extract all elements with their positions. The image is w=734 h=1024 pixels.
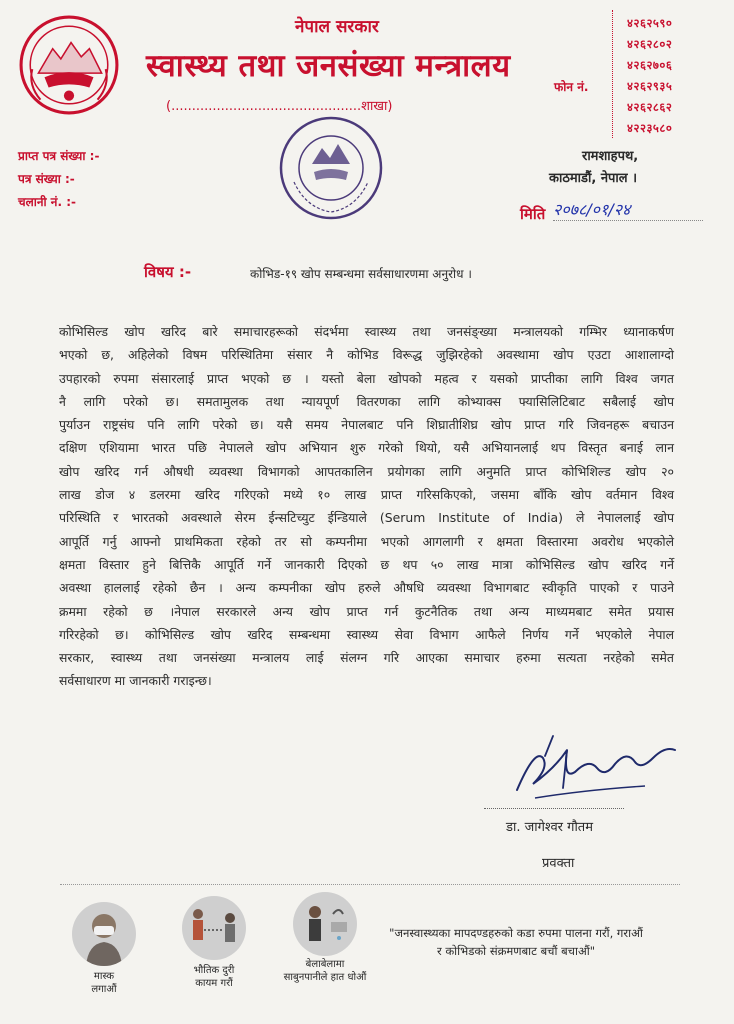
date-value: २०७८/०१/२४ xyxy=(553,198,703,221)
letter-number-label: पत्र संख्या :- xyxy=(18,172,75,186)
date-label: मिति xyxy=(520,205,546,223)
body-line: लाख डोज ४ डलरमा खरिद गरिएको मध्ये १० लाख प्राप्त गरिसकिएको, जसमा बाँकि खोप वर्तमान विश्व xyxy=(59,487,674,503)
footer-divider xyxy=(60,884,680,885)
body-line: भएको छ, अहिलेको विषम परिस्थितिमा संसार नै कोभिड विरूद्ध जुझिरहेको अवस्थामा खोप एउटा आशालाग्दो xyxy=(59,347,674,363)
body-line: पुर्याउन राष्ट्रसंघ पनि लागि परेको छ। यसै समय नेपालबाट पनि शिघ्रातीशिघ्र खोप प्राप्त गरि जिवनहरू बचाउन xyxy=(59,417,674,433)
body-line: परिस्थिति र भारतको अवस्थाले सेरम ईन्सटिच्युट ईन्डियाले (Serum Institute of India) ले नेपाललाई खोप xyxy=(59,510,674,526)
phone-number: ४२६२७०६ xyxy=(627,58,673,72)
signatory-role: प्रवक्ता xyxy=(542,856,575,871)
hand-wash-icon xyxy=(293,892,357,956)
branch-line: (..............................................शाखा) xyxy=(166,99,393,114)
phone-number: ४२६२८०२ xyxy=(627,37,673,51)
phone-number: ४२६२८६२ xyxy=(627,100,673,114)
body-line: सर्वसाधारण मा जानकारी गराइन्छ। xyxy=(59,673,212,689)
body-line: दक्षिण एशियामा भारत पछि नेपालले खोप अभियान शुरु गरेको थियो, यसै अभियानलाई थप विस्तृत बनाई लान xyxy=(59,440,674,456)
subject-text: कोभिड-१९ खोप सम्बन्धमा सर्वसाधारणमा अनुरोध । xyxy=(250,267,472,281)
slogan-line-2: र कोभिडको संक्रमणबाट बचौं बचाऔं" xyxy=(436,944,596,958)
body-line: आपूर्ति गर्नु आफ्नो प्राथमिकता रहेको तर सो कम्पनीमा भएको आगलागी र क्षमता विस्तारमा अवरोध भएकोले xyxy=(59,533,674,549)
body-line: कोभिसिल्ड खोप खरिद बारे समाचारहरूको संदर्भमा स्वास्थ्य तथा जनसंङ्ख्या मन्त्रालयको गम्भिर ध्यानाकर्षण xyxy=(59,324,674,339)
phone-number: ४२२३५८० xyxy=(627,121,673,135)
mask-icon xyxy=(72,902,136,966)
body-line: अवस्था हाललाई रहेको छैन । अन्य कम्पनीका खोप हरुले औषधि व्यवस्था विभागबाट स्वीकृति पाएको र पाउने xyxy=(59,580,674,596)
ministry-title: स्वास्थ्य तथा जनसंख्या मन्त्रालय xyxy=(146,48,511,84)
handwritten-signature xyxy=(505,728,685,808)
mask-caption-line-1: मास्क xyxy=(93,971,115,982)
dispatch-number-label: चलानी नं. :- xyxy=(18,195,76,209)
hand-wash-caption xyxy=(270,958,380,984)
body-line: सरकार, स्वास्थ्य तथा जनसंख्या मन्त्रालय लाई संलग्न गरि आएका समाचार हरुमा सत्यता नरहेको समेत xyxy=(59,650,674,666)
body-line: उपहारको रुपमा संसारलाई प्राप्त भएको छ । यस्तो बेला खोपको महत्व र यसको प्राप्तीका लागि विश्व जगत xyxy=(59,370,674,386)
phone-number: ४२६२५९० xyxy=(627,16,673,30)
nepal-government-emblem-logo xyxy=(18,14,120,116)
government-title: नेपाल सरकार xyxy=(295,17,379,37)
phone-list xyxy=(612,10,717,138)
received-letter-number-label: प्राप्त पत्र संख्या :- xyxy=(18,149,100,163)
slogan-line-1: "जनस्वास्थ्यका मापदण्डहरुको कडा रुपमा पालना गरौं, गराऔं xyxy=(389,926,643,940)
body-line: खोप खरिद गर्न औषधी व्यवस्था विभागको आपतकालिन प्रयोगका लागि अनुमति प्राप्त कोभिशिल्ड खोप २० xyxy=(59,463,674,479)
public-health-slogan xyxy=(356,924,676,960)
body-line: गरिरहेको छ। कोभिसिल्ड खोप खरिद सम्बन्धमा स्वास्थ्य सेवा विभाग आफैले निर्णय गर्ने भएकोले नेपाल xyxy=(59,626,674,642)
signature-line xyxy=(484,808,624,809)
subject-label: विषय :- xyxy=(144,263,192,281)
address-line-2: काठमाडौं, नेपाल । xyxy=(549,171,638,186)
body-line: क्रममा रहेको छ ।नेपाल सरकारले अन्य खोप प्राप्त गर्न कुटनैतिक तथा अन्य माध्यमबाट समेत प्रयास xyxy=(59,603,674,619)
signatory-name: डा. जागेश्वर गौतम xyxy=(506,820,593,835)
distance-caption-line-2: कायम गरौं xyxy=(195,978,233,989)
letter-body xyxy=(59,320,674,693)
hand-wash-caption-line-2: साबुनपानीले हात धोऔं xyxy=(283,972,367,983)
hand-wash-caption-line-1: बेलाबेलामा xyxy=(305,959,345,970)
ministry-seal-stamp xyxy=(276,112,386,224)
phone-number: ४२६२९३५ xyxy=(627,79,673,93)
body-line: नै लागि परेको छ। समतामुलक तथा न्यायपूर्ण वितरणका लागि कोभ्याक्स फ्यासिलिटिबाट सबैलाई खोप xyxy=(59,393,674,409)
phone-label: फोन नं. xyxy=(554,80,589,94)
distance-caption-line-1: भौतिक दुरी xyxy=(193,965,235,976)
address-line-1: रामशाहपथ, xyxy=(582,149,639,164)
body-line: क्षमता विस्तार हुने बित्तिकै आपूर्ति गर्ने जानकारी दिएको छ थप ५० लाख मात्रा कोभिसिल्ड खोप खरिद गर्ने xyxy=(59,556,674,572)
distance-caption xyxy=(159,964,269,990)
mask-caption-line-2: लगाऔं xyxy=(91,984,117,995)
social-distance-icon xyxy=(182,896,246,960)
mask-caption xyxy=(49,970,159,996)
